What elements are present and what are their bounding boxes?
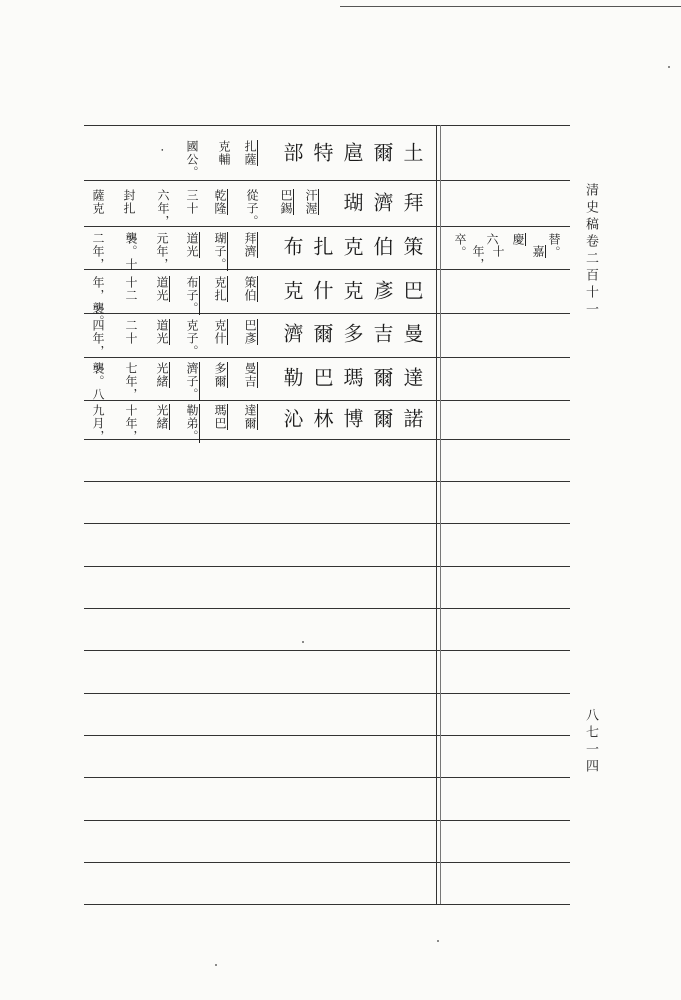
row-line [84, 693, 570, 694]
cell-text: 九月， [91, 404, 105, 443]
title-char: 彥 [370, 280, 394, 304]
title-char: 伯 [370, 236, 394, 260]
cell-text: 瑚子。 [213, 232, 227, 271]
cell-text: 扎薩 [243, 140, 257, 166]
cell-text: 多爾 [213, 362, 227, 388]
title-char: 瑚 [340, 192, 364, 216]
cell-text: 曼吉 [243, 362, 257, 388]
title-char: 克 [340, 236, 364, 260]
row-line [84, 735, 570, 736]
title-char: 什 [310, 280, 334, 304]
title-char: 布 [280, 236, 304, 260]
scan-speck [668, 66, 670, 68]
cell-text: 達爾 [243, 404, 257, 430]
title-char: 濟 [370, 192, 394, 216]
cell-text: 拜濟 [243, 232, 257, 258]
cell-text: 道光 [155, 276, 169, 302]
side-text: 嘉 [531, 245, 545, 258]
row-line [84, 400, 570, 401]
row-line [84, 180, 570, 181]
title-char: 土 [400, 142, 424, 166]
title-char: 勒 [280, 367, 304, 391]
row-line [84, 650, 570, 651]
cell-text: 克輔 [217, 140, 231, 166]
cell-text: 薩克 [91, 189, 105, 215]
cell-text: 年，襲。 [91, 276, 105, 328]
top-rule [340, 6, 681, 7]
cell-text: 從子。 [245, 189, 259, 228]
page-number: 八七一四 [583, 708, 598, 776]
cell-text: 四年， [91, 319, 105, 358]
row-line [84, 820, 570, 821]
cell-text: · [155, 148, 169, 153]
cell-text: 七年， [124, 362, 138, 401]
cell-text: 勒弟。 [185, 404, 199, 443]
title-char: 達 [400, 367, 424, 391]
row-line [84, 523, 570, 524]
scan-speck [302, 641, 304, 643]
column-divider [436, 125, 437, 904]
side-text: 卒。 [453, 233, 467, 259]
title-char: 爾 [310, 323, 334, 347]
title-char: 博 [340, 408, 364, 432]
title-char: 巴 [400, 280, 424, 304]
row-line [84, 777, 570, 778]
title-char: 克 [340, 280, 364, 304]
cell-text: 克什 [213, 319, 227, 345]
title-char: 濟 [280, 323, 304, 347]
title-char: 拜 [400, 192, 424, 216]
title-char: 爾 [370, 408, 394, 432]
title-char: 部 [280, 142, 304, 166]
side-text: 慶 [511, 233, 525, 246]
title-char: 特 [310, 142, 334, 166]
cell-text: 巴錫 [279, 189, 293, 215]
row-line [84, 481, 570, 482]
title-char: 瑪 [340, 367, 364, 391]
title-char: 林 [310, 408, 334, 432]
cell-text: 襲。十 [124, 232, 138, 271]
cell-text: 二十 [124, 319, 138, 345]
row-line [84, 439, 570, 440]
side-text: 十 [491, 245, 505, 258]
title-char: 吉 [370, 323, 394, 347]
cell-text: 十二 [124, 276, 138, 302]
column-divider-inner [440, 125, 441, 904]
cell-text: 克子。 [185, 319, 199, 358]
title-char: 克 [280, 280, 304, 304]
row-line [84, 608, 570, 609]
side-text: 六 [485, 233, 499, 246]
cell-text: 襲。八 [91, 362, 105, 401]
row-line [84, 357, 570, 358]
scan-speck [215, 964, 217, 966]
row-line [84, 904, 570, 905]
cell-text: 二年， [91, 232, 105, 271]
side-text: 年， [471, 245, 485, 271]
side-text: 替。 [547, 233, 561, 259]
cell-text: 道光 [155, 319, 169, 345]
title-char: 諾 [400, 408, 424, 432]
title-char: 沁 [280, 408, 304, 432]
row-line [84, 125, 570, 126]
scan-speck [437, 940, 439, 942]
cell-text: 濟子。 [185, 362, 199, 401]
cell-text: 布子。 [185, 276, 199, 315]
cell-text: 瑪巴 [213, 404, 227, 430]
title-char: 多 [340, 323, 364, 347]
cell-text: 三十 [185, 189, 199, 215]
row-line [84, 566, 570, 567]
row-line [84, 862, 570, 863]
title-char: 巴 [310, 367, 334, 391]
cell-text: 汗渥 [304, 189, 318, 215]
title-char: 扎 [310, 236, 334, 260]
cell-text: 元年， [155, 232, 169, 271]
title-char: 曼 [400, 323, 424, 347]
cell-text: 克扎 [213, 276, 227, 302]
cell-text: 策伯 [243, 276, 257, 302]
title-char: 扈 [340, 142, 364, 166]
title-char: 爾 [370, 367, 394, 391]
cell-text: 十年， [124, 404, 138, 443]
title-char: 爾 [370, 142, 394, 166]
cell-text: 封扎 [122, 189, 136, 215]
cell-text: 光緒 [155, 362, 169, 388]
cell-text: 六年， [156, 189, 170, 228]
cell-text: 國公。 [185, 140, 199, 179]
row-line [84, 313, 570, 314]
cell-text: 光緒 [155, 404, 169, 430]
cell-text: 道光 [185, 232, 199, 258]
title-char: 策 [400, 236, 424, 260]
cell-text: 乾隆 [213, 189, 227, 215]
book-title: 清史稿卷二百十一 [583, 183, 598, 319]
cell-text: 巴彥 [243, 319, 257, 345]
